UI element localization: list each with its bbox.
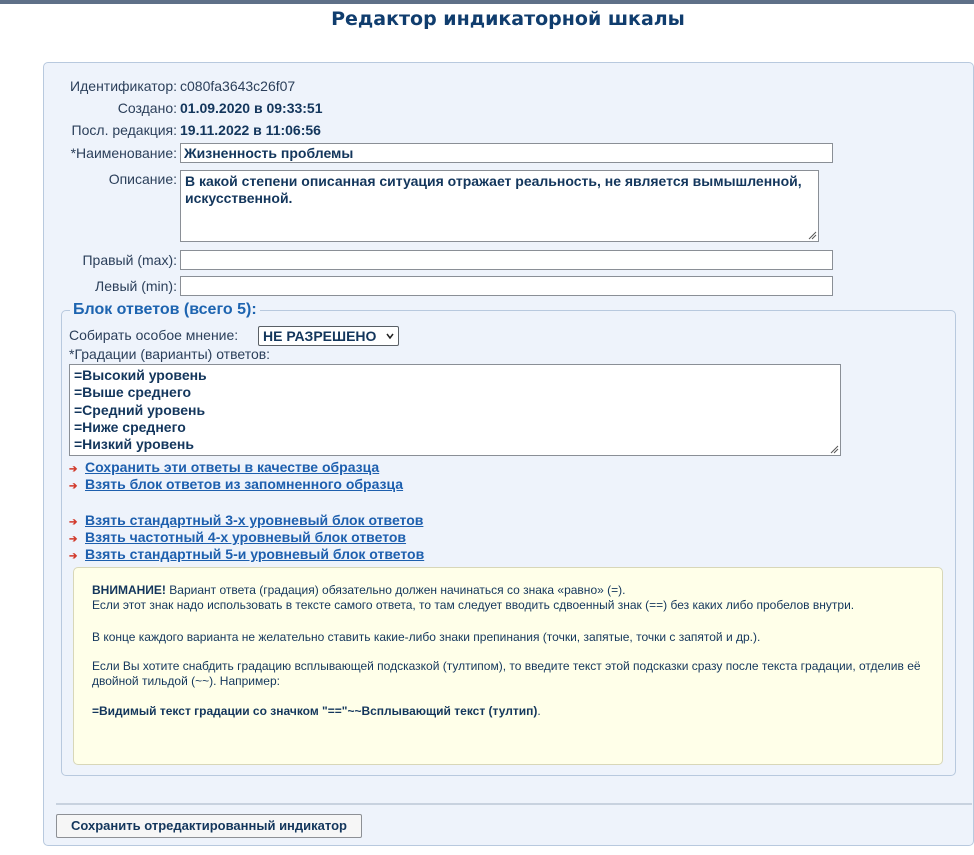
description-label: Описание:	[108, 171, 177, 187]
arrow-right-icon: ➔	[69, 534, 78, 545]
gradation-line: =Ниже среднего	[74, 418, 186, 435]
standard-5-level-link[interactable]	[69, 546, 424, 562]
load-sample-link[interactable]	[69, 476, 403, 492]
gradation-line: =Средний уровень	[74, 401, 206, 418]
arrow-right-icon: ➔	[69, 481, 78, 492]
note-line-1: Вариант ответа (градация) обязательно должен начинаться со знака «равно» (=).	[169, 583, 626, 597]
gradations-textarea[interactable]	[69, 364, 841, 456]
identifier-value: c080fa3643c26f07	[180, 78, 296, 94]
save-sample-link[interactable]	[69, 459, 379, 475]
gradations-label: *Градации (варианты) ответов:	[69, 346, 271, 362]
identifier-label: Идентификатор:	[70, 78, 177, 94]
name-label: *Наименование:	[70, 145, 177, 161]
chevron-down-icon	[386, 332, 394, 340]
note-attention: ВНИМАНИЕ!	[92, 583, 166, 597]
note-line-4: Если Вы хотите снабдить градацию всплывающей подсказкой (тултипом), то введите текст этой подсказки сразу после текста градации, отделив её двойной тильдой (~~). Например:	[92, 659, 921, 688]
load-sample-link-text: Взять блок ответов из запомненного образца	[85, 476, 404, 492]
name-row	[44, 143, 973, 163]
right-max-label: Правый (max):	[82, 252, 177, 268]
collect-opinion-select[interactable]	[258, 326, 399, 346]
frequency-4-level-link-text: Взять частотный 4-х уровневый блок ответов	[85, 529, 407, 545]
resize-grip-icon[interactable]	[829, 444, 839, 454]
answers-legend: Блок ответов (всего 5):	[70, 301, 260, 319]
save-indicator-button[interactable]: Сохранить отредактированный индикатор	[56, 814, 362, 838]
name-input[interactable]: Жизненность проблемы	[180, 143, 833, 163]
note-line-2: Если этот знак надо использовать в тексте самого ответа, то там следует вводить сдвоенный знак (==) без каких либо пробелов внутри.	[92, 597, 855, 612]
frequency-4-level-link[interactable]	[69, 529, 406, 545]
note-line-3: В конце каждого варианта не желательно ставить какие-либо знаки препинания (точки, запятые, точки с запятой и др.).	[92, 630, 761, 644]
edited-value: 19.11.2022 в 11:06:56	[180, 122, 321, 138]
right-max-input[interactable]	[180, 250, 833, 270]
page-title: Редактор индикаторной шкалы	[331, 8, 685, 30]
save-sample-link-text: Сохранить эти ответы в качестве образца	[85, 459, 380, 475]
note-paragraph-3	[92, 659, 932, 688]
footer-separator	[56, 803, 972, 805]
left-min-row	[44, 276, 973, 296]
standard-3-level-link[interactable]	[69, 512, 423, 528]
resize-grip-icon[interactable]	[807, 230, 817, 240]
created-label: Создано:	[117, 100, 177, 116]
editor-panel	[43, 62, 974, 846]
created-value: 01.09.2020 в 09:33:51	[180, 100, 323, 116]
description-textarea[interactable]	[180, 170, 819, 242]
note-example	[92, 704, 932, 719]
right-max-row	[44, 250, 973, 270]
top-border	[0, 0, 974, 4]
attention-note	[73, 567, 943, 765]
gradation-line: =Выше среднего	[74, 384, 192, 401]
note-paragraph-2	[92, 630, 932, 645]
arrow-right-icon: ➔	[69, 464, 78, 475]
standard-3-level-link-text: Взять стандартный 3-х уровневый блок ответов	[85, 512, 424, 528]
collect-opinion-label: Собирать особое мнение:	[69, 327, 239, 343]
note-example-end: .	[537, 704, 541, 718]
left-min-label: Левый (min):	[95, 278, 177, 294]
standard-5-level-link-text: Взять стандартный 5-и уровневый блок ответов	[85, 546, 425, 562]
edited-row	[44, 120, 973, 140]
gradation-line: =Низкий уровень	[74, 436, 194, 453]
left-min-input[interactable]	[180, 276, 833, 296]
description-text: В какой степени описанная ситуация отражает реальность, не является вымышленной, искусственной.	[185, 173, 802, 206]
note-example-text: =Видимый текст градации со значком "=="~~Всплывающий текст (тултип)	[92, 704, 538, 718]
gradation-line: =Высокий уровень	[74, 367, 207, 383]
edited-label: Посл. редакция:	[71, 122, 177, 138]
identifier-row	[44, 76, 973, 96]
arrow-right-icon: ➔	[69, 517, 78, 528]
created-row	[44, 98, 973, 118]
arrow-right-icon: ➔	[69, 551, 78, 562]
collect-opinion-value: НЕ РАЗРЕШЕНО	[263, 328, 377, 344]
note-paragraph-1	[92, 583, 932, 612]
